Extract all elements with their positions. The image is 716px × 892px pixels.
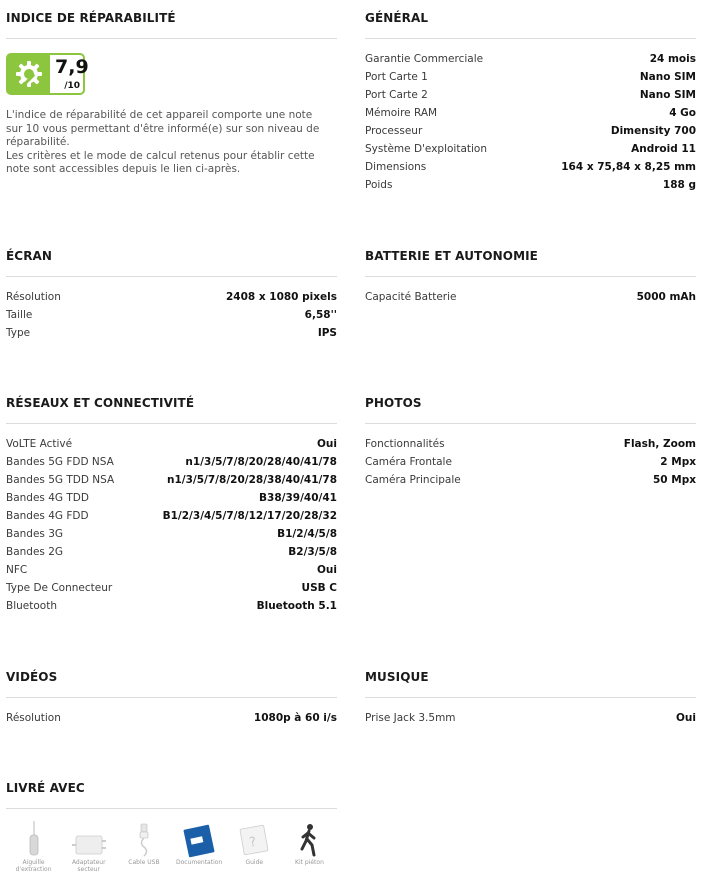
spec-row	[365, 125, 696, 143]
spec-value: B1/2/3/4/5/7/8/12/17/20/28/32	[162, 510, 337, 522]
spec-row	[365, 143, 696, 161]
spec-row	[6, 327, 337, 345]
spec-value: 164 x 75,84 x 8,25 mm	[561, 161, 696, 173]
spec-value: 2408 x 1080 pixels	[225, 291, 337, 303]
spec-value: Oui	[316, 438, 337, 450]
spec-label: Résolution	[6, 712, 61, 724]
spec-label: Port Carte 2	[365, 89, 428, 101]
spec-row	[365, 438, 696, 456]
ecran-section	[6, 249, 337, 345]
spec-label: Système D'exploitation	[365, 143, 488, 155]
spec-value: B38/39/40/41	[259, 492, 337, 504]
photos-title: PHOTOS	[365, 396, 696, 424]
repair-score-badge[interactable]	[6, 53, 89, 95]
batterie-title: BATTERIE ET AUTONOMIE	[365, 249, 696, 277]
videos-section	[6, 670, 337, 730]
included-item-label: Guide	[245, 859, 264, 866]
spec-value: 6,58''	[304, 309, 337, 321]
spec-value: n1/3/5/7/8/20/28/40/41/78	[185, 456, 337, 468]
spec-label: Type De Connecteur	[6, 582, 113, 594]
spec-row	[6, 291, 337, 309]
repair-criteria-text: Les critères et le mode de calcul retenus pour établir cette note sont accessibles depuis le lien ci-après.	[6, 149, 315, 175]
spec-row	[6, 564, 337, 582]
spec-label: Bandes 4G FDD	[6, 510, 89, 522]
spec-label: NFC	[6, 564, 28, 576]
repair-description: L'indice de réparabilité de cet appareil comporte une note sur 10 vous permettant d'être informé(e) sur son niveau de réparabilité.	[6, 109, 320, 148]
included-item-label: Cable USB	[128, 859, 160, 866]
spec-row	[6, 474, 337, 492]
spec-label: Prise Jack 3.5mm	[365, 712, 456, 724]
included-item	[172, 817, 227, 873]
sim-ejector-icon	[6, 817, 61, 857]
spec-value: Oui	[675, 712, 696, 724]
included-item-label: Documentation	[175, 859, 223, 866]
repair-section	[6, 11, 337, 177]
spec-row	[6, 438, 337, 456]
repair-score-value: 7,9	[55, 56, 89, 78]
spec-row	[365, 71, 696, 89]
spec-row	[365, 456, 696, 474]
repair-score-scale: /10	[64, 81, 80, 91]
spec-row	[365, 712, 696, 730]
spec-value: n1/3/5/7/8/20/28/38/40/41/78	[166, 474, 337, 486]
spec-label: Processeur	[365, 125, 423, 137]
spec-label: Garantie Commerciale	[365, 53, 484, 65]
spec-row	[365, 107, 696, 125]
spec-value: Flash, Zoom	[623, 438, 696, 450]
livre-section	[6, 781, 337, 873]
spec-label: Bandes 4G TDD	[6, 492, 89, 504]
musique-section	[365, 670, 696, 730]
spec-row	[365, 53, 696, 71]
livre-title: LIVRÉ AVEC	[6, 781, 337, 809]
usb-cable-icon	[116, 817, 171, 857]
documentation-icon	[172, 817, 227, 857]
spec-label: Bandes 5G FDD NSA	[6, 456, 114, 468]
musique-title: MUSIQUE	[365, 670, 696, 698]
spec-label: Taille	[6, 309, 33, 321]
included-item-label: Aiguille d'extraction	[15, 859, 52, 873]
spec-value: 24 mois	[649, 53, 696, 65]
spec-label: Dimensions	[365, 161, 427, 173]
repair-title: INDICE DE RÉPARABILITÉ	[6, 11, 337, 39]
spec-label: Caméra Principale	[365, 474, 461, 486]
spec-row	[365, 161, 696, 179]
spec-row	[365, 179, 696, 197]
included-item-label: Adaptateur secteur	[71, 859, 106, 873]
included-item	[116, 817, 171, 873]
photos-section	[365, 396, 696, 492]
spec-label: Mémoire RAM	[365, 107, 438, 119]
spec-value: 1080p à 60 i/s	[253, 712, 337, 724]
spec-value: 50 Mpx	[652, 474, 696, 486]
spec-label: Capacité Batterie	[365, 291, 457, 303]
included-items-list	[6, 817, 337, 873]
spec-row	[365, 474, 696, 492]
spec-label: Fonctionnalités	[365, 438, 445, 450]
videos-title: VIDÉOS	[6, 670, 337, 698]
ecran-title: ÉCRAN	[6, 249, 337, 277]
spec-row	[6, 456, 337, 474]
power-adapter-icon	[61, 817, 116, 857]
spec-row	[6, 582, 337, 600]
included-item	[227, 817, 282, 873]
spec-label: Bandes 2G	[6, 546, 64, 558]
spec-row	[6, 528, 337, 546]
spec-value: B2/3/5/8	[288, 546, 337, 558]
spec-row	[365, 89, 696, 107]
spec-row	[6, 600, 337, 618]
spec-value: 2 Mpx	[660, 456, 696, 468]
spec-value: Android 11	[631, 143, 696, 155]
included-item	[61, 817, 116, 873]
spec-value: B1/2/4/5/8	[277, 528, 337, 540]
spec-row	[6, 510, 337, 528]
spec-label: Bandes 5G TDD NSA	[6, 474, 115, 486]
spec-value: Oui	[316, 564, 337, 576]
spec-row	[6, 546, 337, 564]
spec-label: Bandes 3G	[6, 528, 64, 540]
spec-label: Poids	[365, 179, 393, 191]
spec-label: Résolution	[6, 291, 61, 303]
spec-value: Dimensity 700	[610, 125, 696, 137]
spec-value: 188 g	[662, 179, 696, 191]
spec-row	[365, 291, 696, 309]
spec-row	[6, 712, 337, 730]
included-item-label: Kit piéton	[295, 859, 324, 866]
batterie-section	[365, 249, 696, 309]
guide-icon	[227, 817, 282, 857]
spec-label: Type	[6, 327, 31, 339]
spec-row	[6, 492, 337, 510]
spec-label: VoLTE Activé	[6, 438, 73, 450]
gear-wrench-icon	[8, 55, 50, 93]
general-section	[365, 11, 696, 197]
spec-value: Nano SIM	[639, 71, 696, 83]
general-title: GÉNÉRAL	[365, 11, 696, 39]
reseaux-section	[6, 396, 337, 618]
svg-text:?: ?	[248, 834, 258, 851]
included-item	[6, 817, 61, 873]
spec-label: Caméra Frontale	[365, 456, 452, 468]
spec-value: USB C	[301, 582, 337, 594]
repair-score	[50, 55, 89, 93]
pedestrian-kit-icon	[282, 817, 337, 857]
spec-label: Port Carte 1	[365, 71, 428, 83]
spec-value: Nano SIM	[639, 89, 696, 101]
spec-value: IPS	[317, 327, 337, 339]
included-item	[282, 817, 337, 873]
spec-value: 4 Go	[669, 107, 696, 119]
spec-label: Bluetooth	[6, 600, 57, 612]
reseaux-title: RÉSEAUX ET CONNECTIVITÉ	[6, 396, 337, 424]
spec-value: 5000 mAh	[636, 291, 696, 303]
spec-row	[6, 309, 337, 327]
spec-value: Bluetooth 5.1	[256, 600, 337, 612]
